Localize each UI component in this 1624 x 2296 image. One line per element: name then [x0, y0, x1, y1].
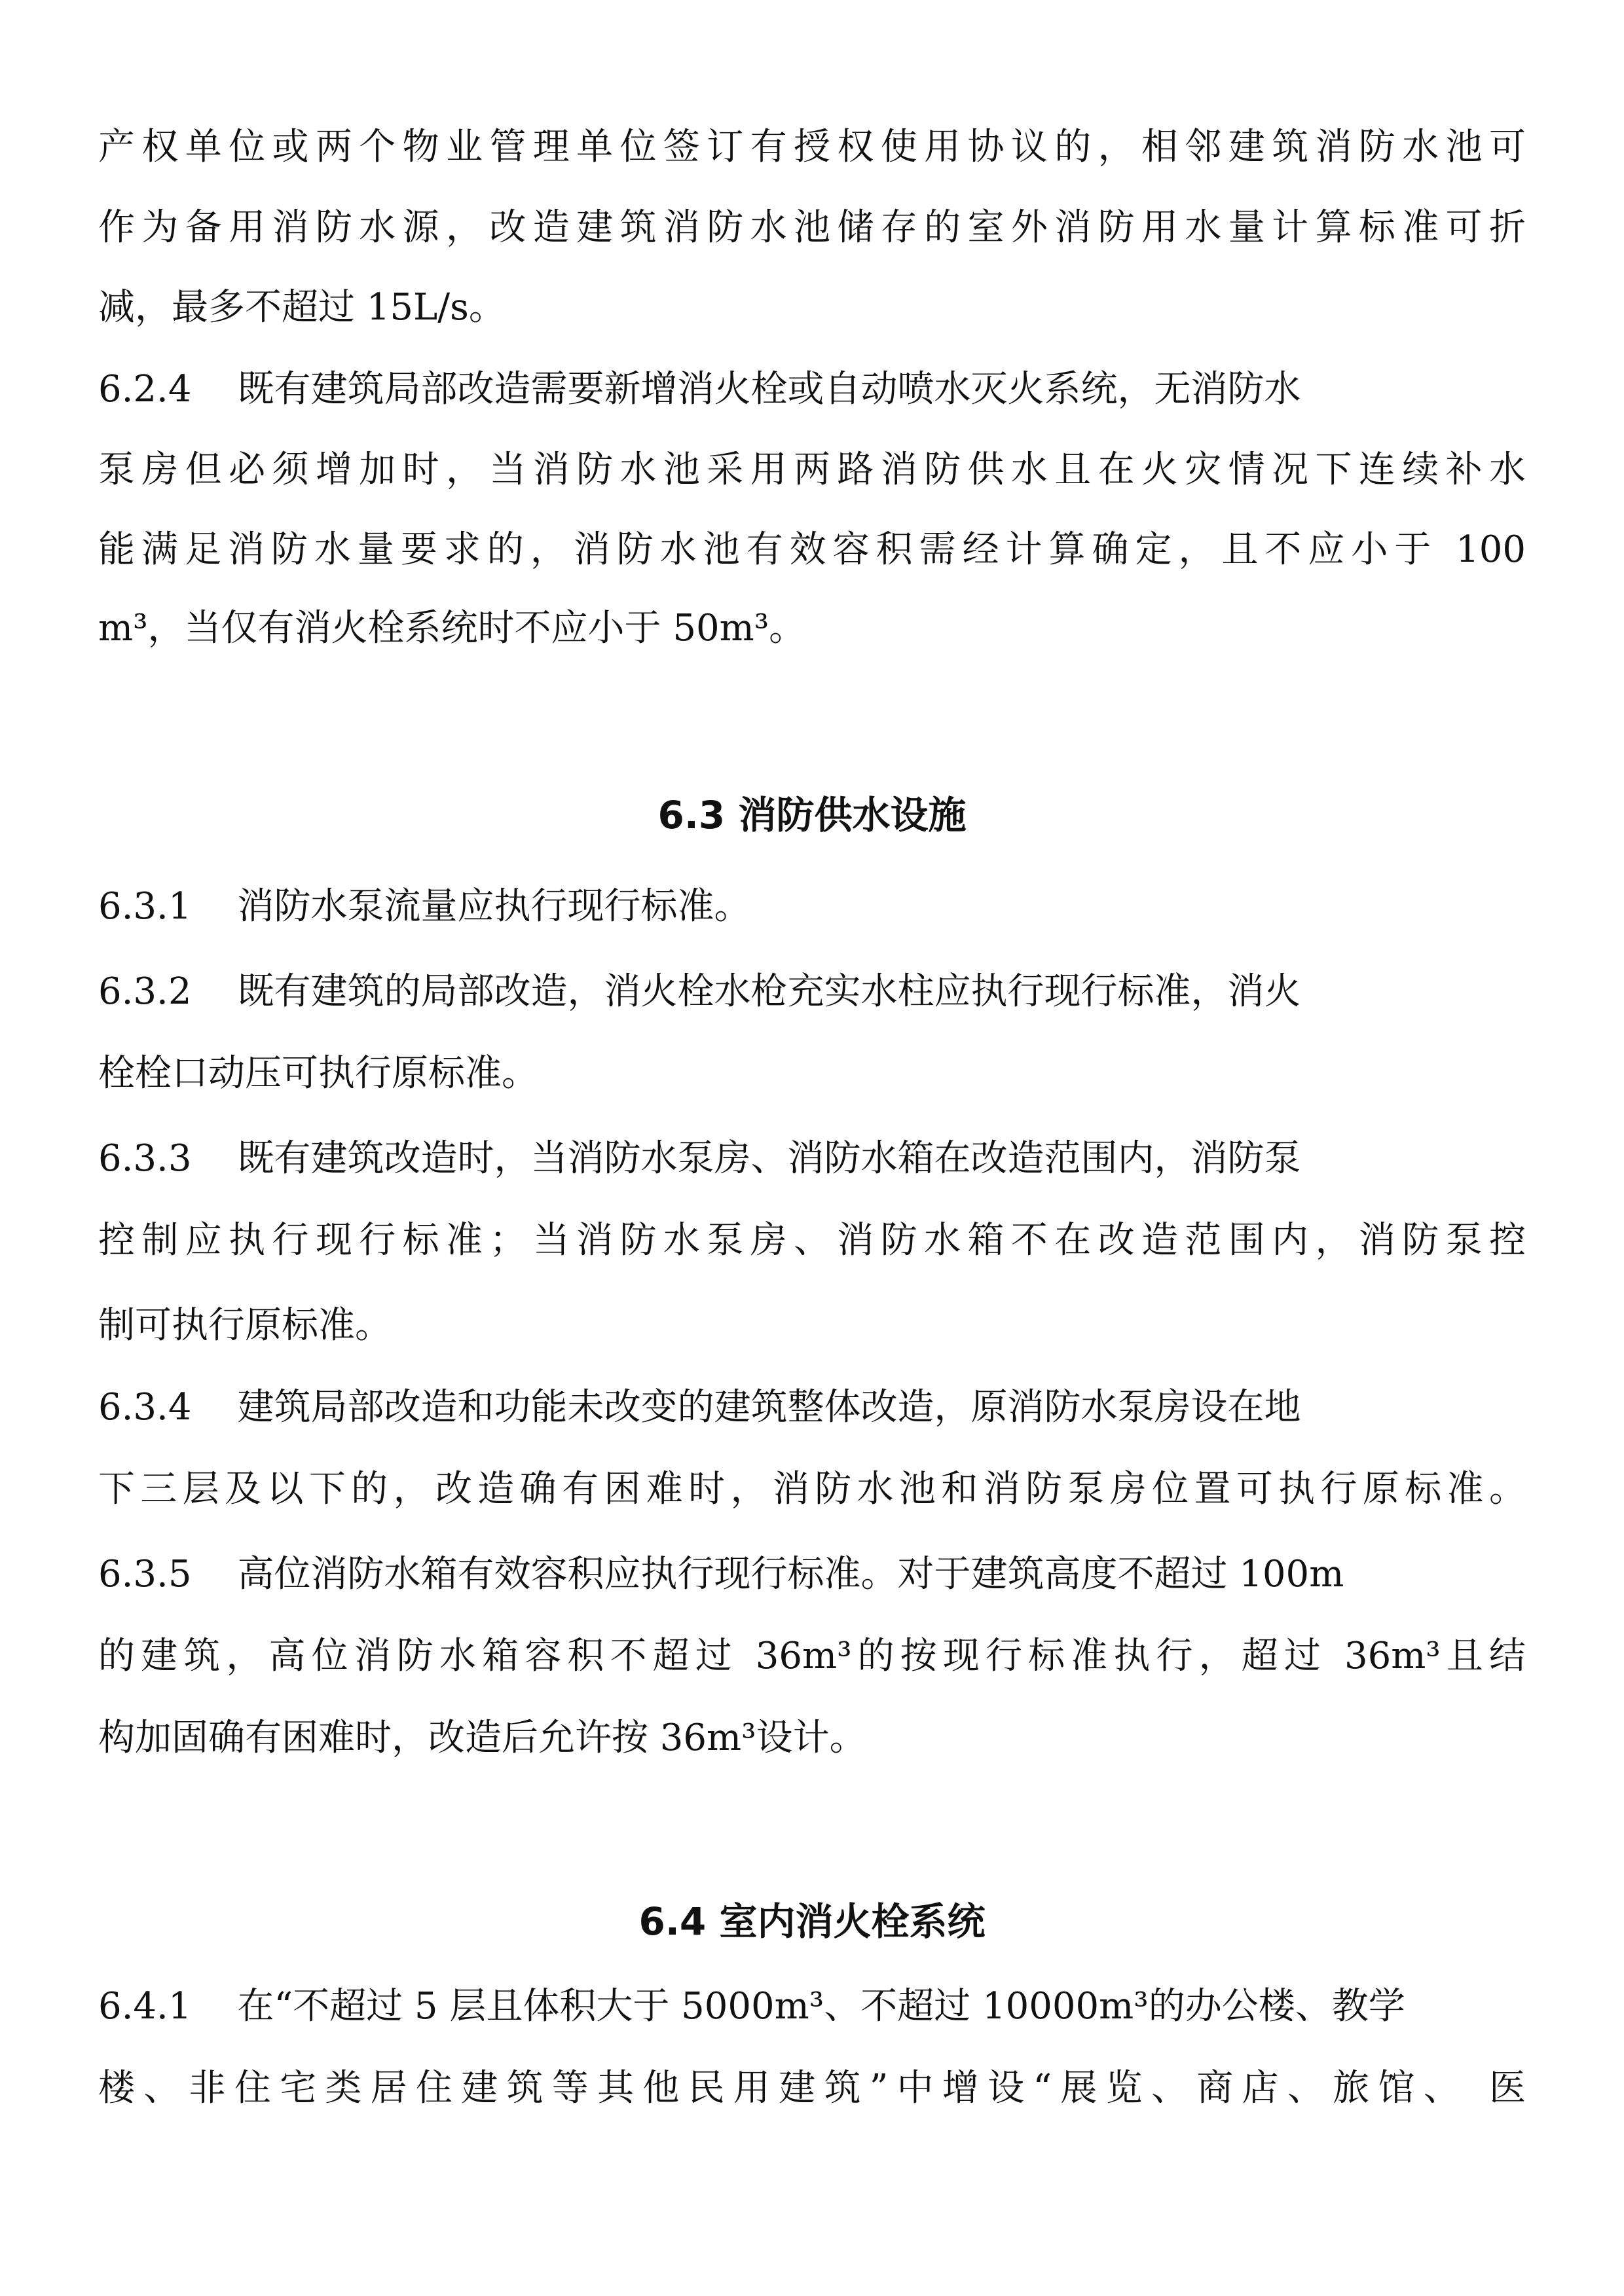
clause-text: 既有建筑改造时，当消防水泵房、消防水箱在改造范围内，消防泵: [237, 1137, 1301, 1180]
clause-text: 高位消防水箱有效容积应执行现行标准。对于建筑高度不超过 100m: [237, 1553, 1344, 1595]
clause-number: 6.3.4: [98, 1386, 192, 1429]
clause-6-4-1-line-1: [98, 1980, 1526, 2033]
clause-number: 6.3.3: [98, 1137, 192, 1180]
paragraph-line: 产权单位或两个物业管理单位签订有授权使用协议的，相邻建筑消防水池可: [98, 126, 1526, 168]
section-heading-6-3: 6.3 消防供水设施: [657, 793, 967, 837]
clause-6-3-4-line-1: [98, 1381, 1526, 1434]
clause-6-3-2-line-1: [98, 966, 1526, 1018]
paragraph-line: 栓栓口动压可执行原标准。: [98, 1052, 538, 1095]
paragraph-line: m³，当仅有消火栓系统时不应小于 50m³。: [98, 607, 806, 649]
clause-6-3-5-line-1: [98, 1548, 1526, 1601]
paragraph-line: 下三层及以下的，改造确有困难时，消防水池和消防泵房位置可执行原标准。: [98, 1468, 1526, 1510]
clause-text: 既有建筑的局部改造，消火栓水枪充实水柱应执行现行标准，消火: [237, 970, 1301, 1013]
paragraph-line: 构加固确有困难时，改造后允许按 36m³设计。: [98, 1717, 866, 1759]
clause-text: 建筑局部改造和功能未改变的建筑整体改造，原消防水泵房设在地: [237, 1386, 1301, 1429]
paragraph-line: 制可执行原标准。: [98, 1304, 392, 1347]
paragraph-line: 减，最多不超过 15L/s。: [98, 286, 506, 329]
clause-text: 在“不超过 5 层且体积大于 5000m³、不超过 10000m³的办公楼、教学: [237, 1985, 1405, 2028]
clause-text: 既有建筑局部改造需要新增消火栓或自动喷水灭火系统，无消防水: [237, 368, 1301, 410]
clause-6-3-1-line-1: [98, 881, 1526, 933]
clause-number: 6.3.2: [98, 970, 192, 1013]
paragraph-line: 泵房但必须增加时，当消防水池采用两路消防供水且在火灾情况下连续补水: [98, 448, 1526, 491]
clause-number: 6.3.1: [98, 885, 192, 928]
paragraph-line: 能满足消防水量要求的，消防水池有效容积需经计算确定，且不应小于 100: [98, 528, 1526, 571]
clause-number: 6.4.1: [98, 1985, 192, 2028]
paragraph-line: 的建筑，高位消防水箱容积不超过 36m³的按现行标准执行，超过 36m³且结: [98, 1635, 1526, 1677]
clause-number: 6.2.4: [98, 368, 192, 410]
paragraph-line: 楼、非住宅类居住建筑等其他民用建筑”中增设“展览、商店、旅馆、 医: [98, 2067, 1526, 2109]
clause-6-3-3-line-1: [98, 1133, 1526, 1185]
paragraph-line: 控制应执行现行标准；当消防水泵房、消防水箱不在改造范围内，消防泵控: [98, 1219, 1526, 1262]
clause-6-2-4-line-1: [98, 363, 1526, 416]
clause-text: 消防水泵流量应执行现行标准。: [237, 885, 751, 928]
paragraph-line: 作为备用消防水源，改造建筑消防水池储存的室外消防用水量计算标准可折: [98, 206, 1526, 249]
section-heading-6-4: 6.4 室内消火栓系统: [638, 1899, 986, 1944]
clause-number: 6.3.5: [98, 1553, 192, 1595]
